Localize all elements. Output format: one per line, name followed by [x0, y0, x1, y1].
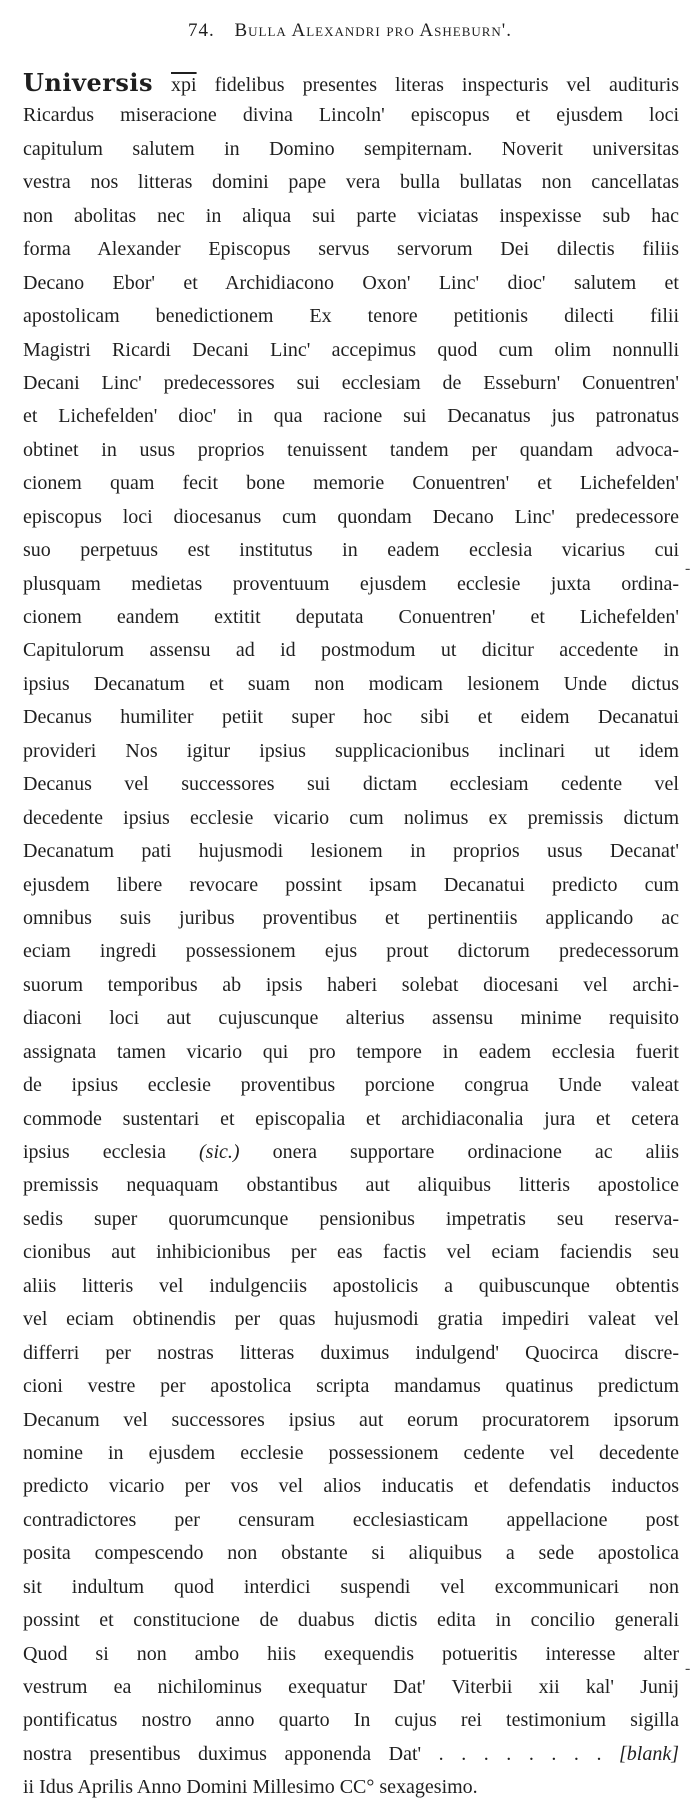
text-line: nomine in ejusdem ecclesie possessionem cedente vel decedente	[23, 1441, 679, 1464]
text-line: Magistri Ricardi Decani Linc' accepimus quod cum olim nonnulli	[23, 338, 679, 361]
text-line: Quod si non ambo hiis exequendis potueritis interesse alter	[23, 1642, 679, 1665]
text-line: et Lichefelden' dioc' in qua racione sui Decanatus jus patronatus	[23, 405, 679, 428]
text-line: possint et constitucione de duabus dictis edita in concilio generali	[23, 1609, 679, 1632]
text-line: capitulum salutem in Domino sempiternam. Noverit universitas	[23, 137, 679, 160]
text-line: ipsius ecclesia (sic.) onera supportare ordinacione ac aliis	[23, 1141, 679, 1163]
document-body	[23, 66, 679, 1805]
text-line: provideri Nos igitur ipsius supplicacionibus inclinari ut idem	[23, 739, 679, 762]
text-line: posita compescendo non obstante si aliquibus a sede apostolica	[23, 1542, 679, 1565]
text-line: plusquam medietas proventuum ejusdem ecclesie juxta ordina-	[23, 572, 679, 595]
text-line: omnibus suis juribus proventibus et pertinentiis applicando ac	[23, 906, 679, 929]
text-line: sedis super quorumcunque pensionibus impetratis seu reserva-	[23, 1207, 679, 1230]
text-line: vel eciam obtinendis per quas hujusmodi gratia impediri valeat vel	[23, 1308, 679, 1331]
text-line: commode sustentari et episcopalia et archidiaconalia jura et cetera	[23, 1107, 679, 1130]
text-line: vestrum ea nichilominus exequatur Dat' Viterbii xii kal' Junij	[23, 1676, 679, 1698]
text-line: Decanus humiliter petiit super hoc sibi et eidem Decanatui	[23, 706, 679, 729]
text-lines	[23, 99, 679, 1804]
text-line: pontificatus nostro anno quarto In cujus rei testimonium sigilla	[23, 1709, 679, 1732]
page-number: 74.	[187, 20, 215, 41]
text-line: premissis nequaquam obstantibus aut aliquibus litteris apostolice	[23, 1174, 679, 1197]
text-line: Ricardus miseracione divina Lincoln' episcopus et ejusdem loci	[23, 104, 679, 127]
text-line: cionibus aut inhibicionibus per eas factis vel eciam faciendis seu	[23, 1241, 679, 1264]
text-line: cioni vestre per apostolica scripta mandamus quatinus predictum	[23, 1375, 679, 1398]
text-line: differri per nostras litteras duximus indulgend' Quocirca discre-	[23, 1341, 679, 1364]
text-line: predicto vicario per vos vel alios inducatis et defendatis inductos	[23, 1475, 679, 1498]
text-line: obtinet in usus proprios tenuissent tandem per quandam advoca-	[23, 438, 679, 461]
text-line: diaconi loci aut cujuscunque alterius assensu minime requisito	[23, 1007, 679, 1030]
margin-mark: ‐	[685, 560, 691, 577]
margin-mark: ‐	[685, 1660, 691, 1677]
text-line: contradictores per censuram ecclesiasticam appellacione post	[23, 1508, 679, 1531]
text-line: assignata tamen vicario qui pro tempore in eadem ecclesia fuerit	[23, 1040, 679, 1063]
text-line: ii Idus Aprilis Anno Domini Millesimo CC° sexagesimo.	[23, 1776, 478, 1799]
page-header	[0, 20, 700, 42]
text-line: non abolitas nec in aliqua sui parte viciatas inspexisse sub hac	[23, 204, 679, 227]
text-line: episcopus loci diocesanus cum quondam Decano Linc' predecessore	[23, 505, 679, 528]
text-line: ipsius Decanatum et suam non modicam lesionem Unde dictus	[23, 672, 679, 695]
document-title: Bulla Alexandri pro Asheburn'.	[234, 20, 512, 41]
text-line: nostra presentibus duximus apponenda Dat' . . . . . . . . [blank]	[23, 1742, 679, 1765]
text-line: ejusdem libere revocare possint ipsam Decanatui predicto cum	[23, 873, 679, 896]
text-line: aliis litteris vel indulgenciis apostolicis a quibuscunque obtentis	[23, 1274, 679, 1297]
first-line-text: fidelibus presentes literas inspecturis vel audituris	[196, 74, 679, 96]
text-line: suorum temporibus ab ipsis haberi solebat diocesani vel archi-	[23, 973, 679, 996]
text-line: decedente ipsius ecclesie vicario cum nolimus ex premissis dictum	[23, 806, 679, 829]
text-line: de ipsius ecclesie proventibus porcione congrua Unde valeat	[23, 1074, 679, 1097]
text-line: vestra nos litteras domini pape vera bulla bullatas non cancellatas	[23, 171, 679, 194]
text-line: suo perpetuus est institutus in eadem ecclesia vicarius cui	[23, 539, 679, 562]
text-line: Decanatum pati hujusmodi lesionem in proprios usus Decanat'	[23, 840, 679, 863]
text-line: Decanum vel successores ipsius aut eorum procuratorem ipsorum	[23, 1408, 679, 1431]
text-line: Decani Linc' predecessores sui ecclesiam de Esseburn' Conuentren'	[23, 371, 679, 394]
decorated-initial: Universis	[23, 68, 153, 97]
text-line: cionem quam fecit bone memorie Conuentren' et Lichefelden'	[23, 472, 679, 495]
text-line: apostolicam benedictionem Ex tenore petitionis dilecti filii	[23, 305, 679, 328]
text-line: Decano Ebor' et Archidiacono Oxon' Linc' dioc' salutem et	[23, 271, 679, 294]
text-line: eciam ingredi possessionem ejus prout dictorum predecessorum	[23, 940, 679, 963]
text-line: cionem eandem extitit deputata Conuentren' et Lichefelden'	[23, 606, 679, 628]
text-line: sit indultum quod interdici suspendi vel excommunicari non	[23, 1575, 679, 1598]
abbreviation-xpi: $\overline{xpi}$	[171, 74, 197, 96]
text-line: Decanus vel successores sui dictam ecclesiam cedente vel	[23, 773, 679, 796]
text-line: forma Alexander Episcopus servus servorum Dei dilectis filiis	[23, 238, 679, 261]
text-line-first	[23, 66, 679, 99]
text-line: Capitulorum assensu ad id postmodum ut dicitur accedente in	[23, 639, 679, 662]
